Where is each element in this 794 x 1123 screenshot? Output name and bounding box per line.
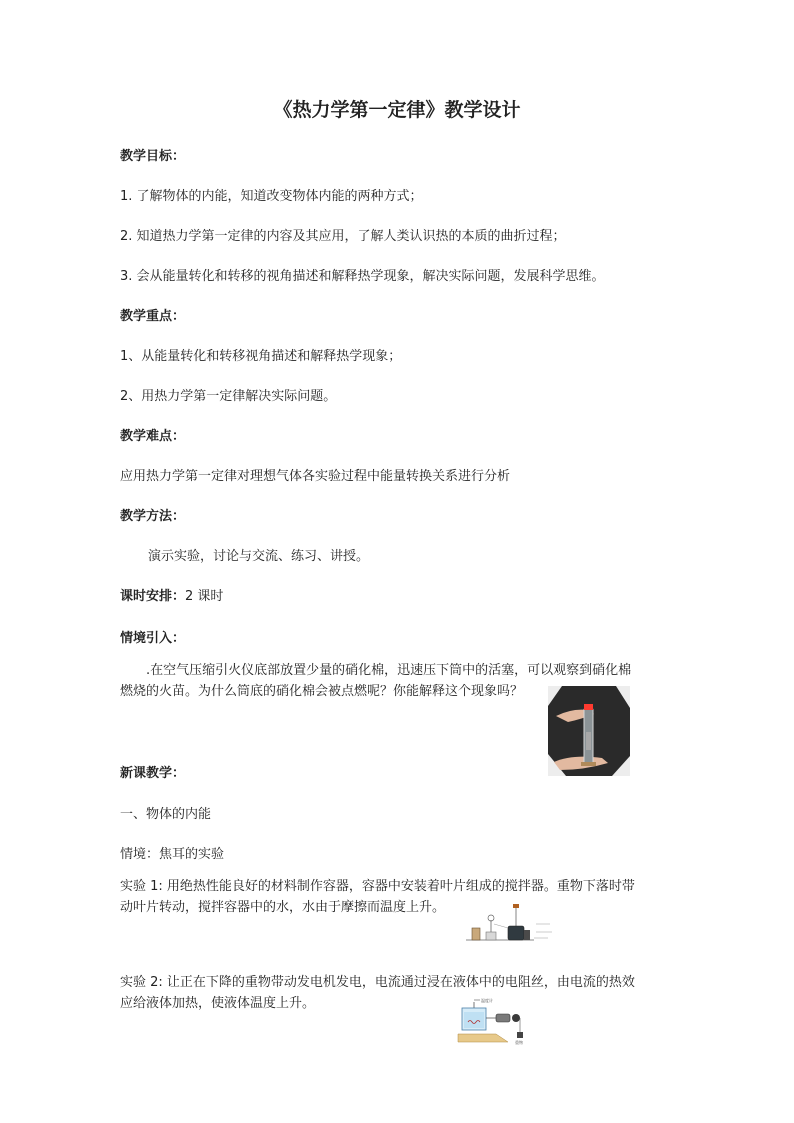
scenario-text: 情境：焦耳的实验: [120, 847, 225, 862]
page-title: 《热力学第一定律》教学设计: [273, 99, 521, 121]
intro-line-2: 燃烧的火苗。为什么筒底的硝化棉会被点燃呢？你能解释这个现象吗？: [120, 684, 524, 699]
key-point-item-2: 2、用热力学第一定律解决实际问题。: [120, 389, 337, 404]
exp1-label: 实验 1:: [120, 879, 163, 894]
exp1-line-2: 动叶片转动，搅拌容器中的水，水由于摩擦而温度上升。: [120, 900, 446, 915]
objectives-heading: 教学目标：: [120, 149, 186, 164]
exp2-label: 实验 2:: [120, 975, 163, 990]
intro-line-1: .在空气压缩引火仪底部放置少量的硝化棉，迅速压下筒中的活塞，可以观察到硝化棉: [146, 663, 632, 678]
exp2-line-1: 实验 2: 让正在下降的重物带动发电机发电，电流通过浸在液体中的电阻丝，由电流的热效: [120, 975, 635, 990]
schedule-label: 课时安排：: [120, 589, 186, 604]
thermometer-label: 温度计: [481, 998, 493, 1003]
objective-item-3: 3. 会从能量转化和转移的视角描述和解释热学现象，解决实际问题，发展科学思维。: [120, 269, 605, 284]
fire-syringe-photo: [548, 686, 630, 776]
electric-heating-figure: [456, 994, 530, 1046]
methods-text: 演示实验，讨论与交流、练习、讲授。: [148, 549, 370, 564]
objective-item-2: 2. 知道热力学第一定律的内容及其应用，了解人类认识热的本质的曲折过程；: [120, 229, 566, 244]
key-point-item-1: 1、从能量转化和转移视角描述和解释热学现象；: [120, 349, 402, 364]
exp2-line-2: 应给液体加热，使液体温度上升。: [120, 996, 316, 1011]
schedule-value: 2 课时: [185, 589, 224, 604]
methods-heading: 教学方法：: [120, 509, 186, 524]
exp1-line-1: 实验 1: 用绝热性能良好的材料制作容器，容器中安装着叶片组成的搅拌器。重物下落时带: [120, 879, 635, 894]
new-lesson-heading: 新课教学：: [120, 766, 186, 781]
weight-label: 重物: [515, 1040, 523, 1045]
joule-experiment-figure: [464, 902, 554, 944]
difficulty-heading: 教学难点：: [120, 429, 186, 444]
intro-heading: 情境引入：: [120, 631, 186, 646]
objective-item-1: 1. 了解物体的内能，知道改变物体内能的两种方式；: [120, 189, 423, 204]
schedule-line: [120, 587, 223, 607]
difficulty-text: 应用热力学第一定律对理想气体各实验过程中能量转换关系进行分析: [120, 469, 511, 484]
section-1-heading: 一、物体的内能: [120, 807, 212, 822]
key-points-heading: 教学重点：: [120, 309, 186, 324]
